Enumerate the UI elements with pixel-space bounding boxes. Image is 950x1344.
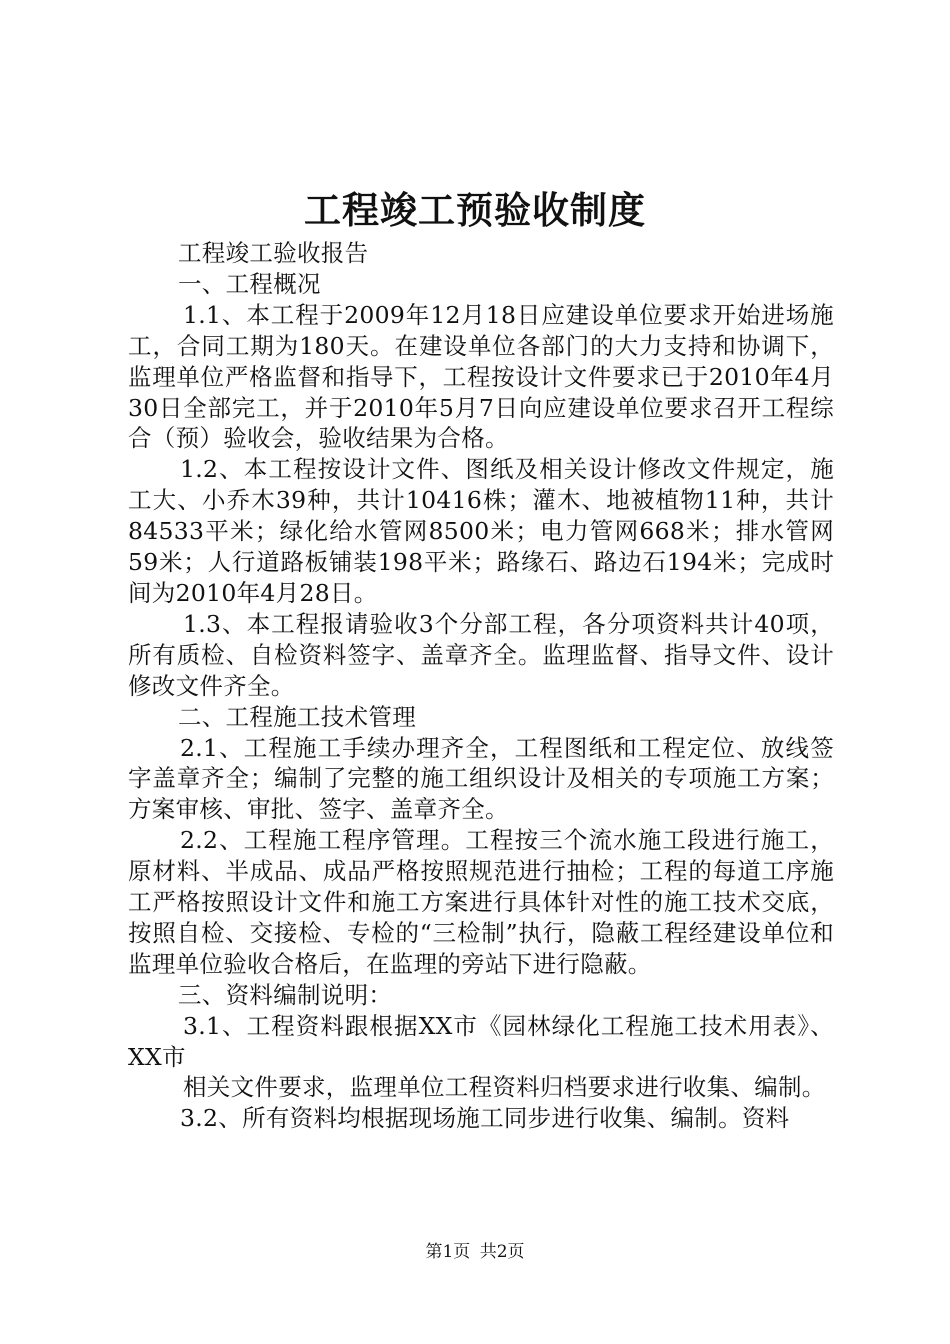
- paragraph-3-1: 3.1、工程资料跟根据XX市《园林绿化工程施工技术用表》、XX市: [128, 1011, 834, 1071]
- report-heading: 工程竣工验收报告: [178, 239, 369, 267]
- page-footer: [0, 1240, 950, 1264]
- document-title: 工程竣工预验收制度: [304, 188, 646, 232]
- paragraph-3-2: 3.2、所有资料均根据现场施工同步进行收集、编制。资料: [180, 1104, 790, 1133]
- paragraph-1-1: 1.1、本工程于2009年12月18日应建设单位要求开始进场施工，合同工期为180天。在建设单位各部门的大力支持和协调下，监理单位严格监督和指导下，工程按设计文件要求已于2010年4月30日全部完工，并于2010年5月7日向应建设单位要求召开工程综合（预）验收会，验收结果为合格。: [128, 300, 834, 453]
- section-heading-documentation: 三、资料编制说明：: [178, 980, 393, 1009]
- section-heading-technical-management: 二、工程施工技术管理: [178, 702, 416, 731]
- paragraph-2-1: 2.1、工程施工手续办理齐全，工程图纸和工程定位、放线签字盖章齐全；编制了完整的施工组织设计及相关的专项施工方案；方案审核、审批、签字、盖章齐全。: [128, 733, 834, 824]
- page-total: 共2页: [479, 1242, 525, 1262]
- paragraph-3-1-continued: 相关文件要求，监理单位工程资料归档要求进行收集、编制。: [183, 1073, 826, 1102]
- paragraph-2-2: 2.2、工程施工程序管理。工程按三个流水施工段进行施工，原材料、半成品、成品严格按照规范进行抽检；工程的每道工序施工严格按照设计文件和施工方案进行具体针对性的施工技术交底，按照自检、交接检、专检的“三检制”执行，隐蔽工程经建设单位和监理单位验收合格后，在监理的旁站下进行隐蔽。: [128, 826, 834, 978]
- page-number: 第1页: [425, 1242, 471, 1262]
- paragraph-1-2: 1.2、本工程按设计文件、图纸及相关设计修改文件规定，施工大、小乔木39种，共计10416株；灌木、地被植物11种，共计84533平米；绿化给水管网8500米；电力管网668米；排水管网59米；人行道路板铺装198平米；路缘石、路边石194米；完成时间为2010年4月28日。: [128, 455, 834, 607]
- section-heading-overview: 一、工程概况: [178, 269, 321, 298]
- paragraph-1-3: 1.3、本工程报请验收3个分部工程，各分项资料共计40项，所有质检、自检资料签字、盖章齐全。监理监督、指导文件、设计修改文件齐全。: [128, 609, 834, 700]
- document-body: [128, 238, 834, 1134]
